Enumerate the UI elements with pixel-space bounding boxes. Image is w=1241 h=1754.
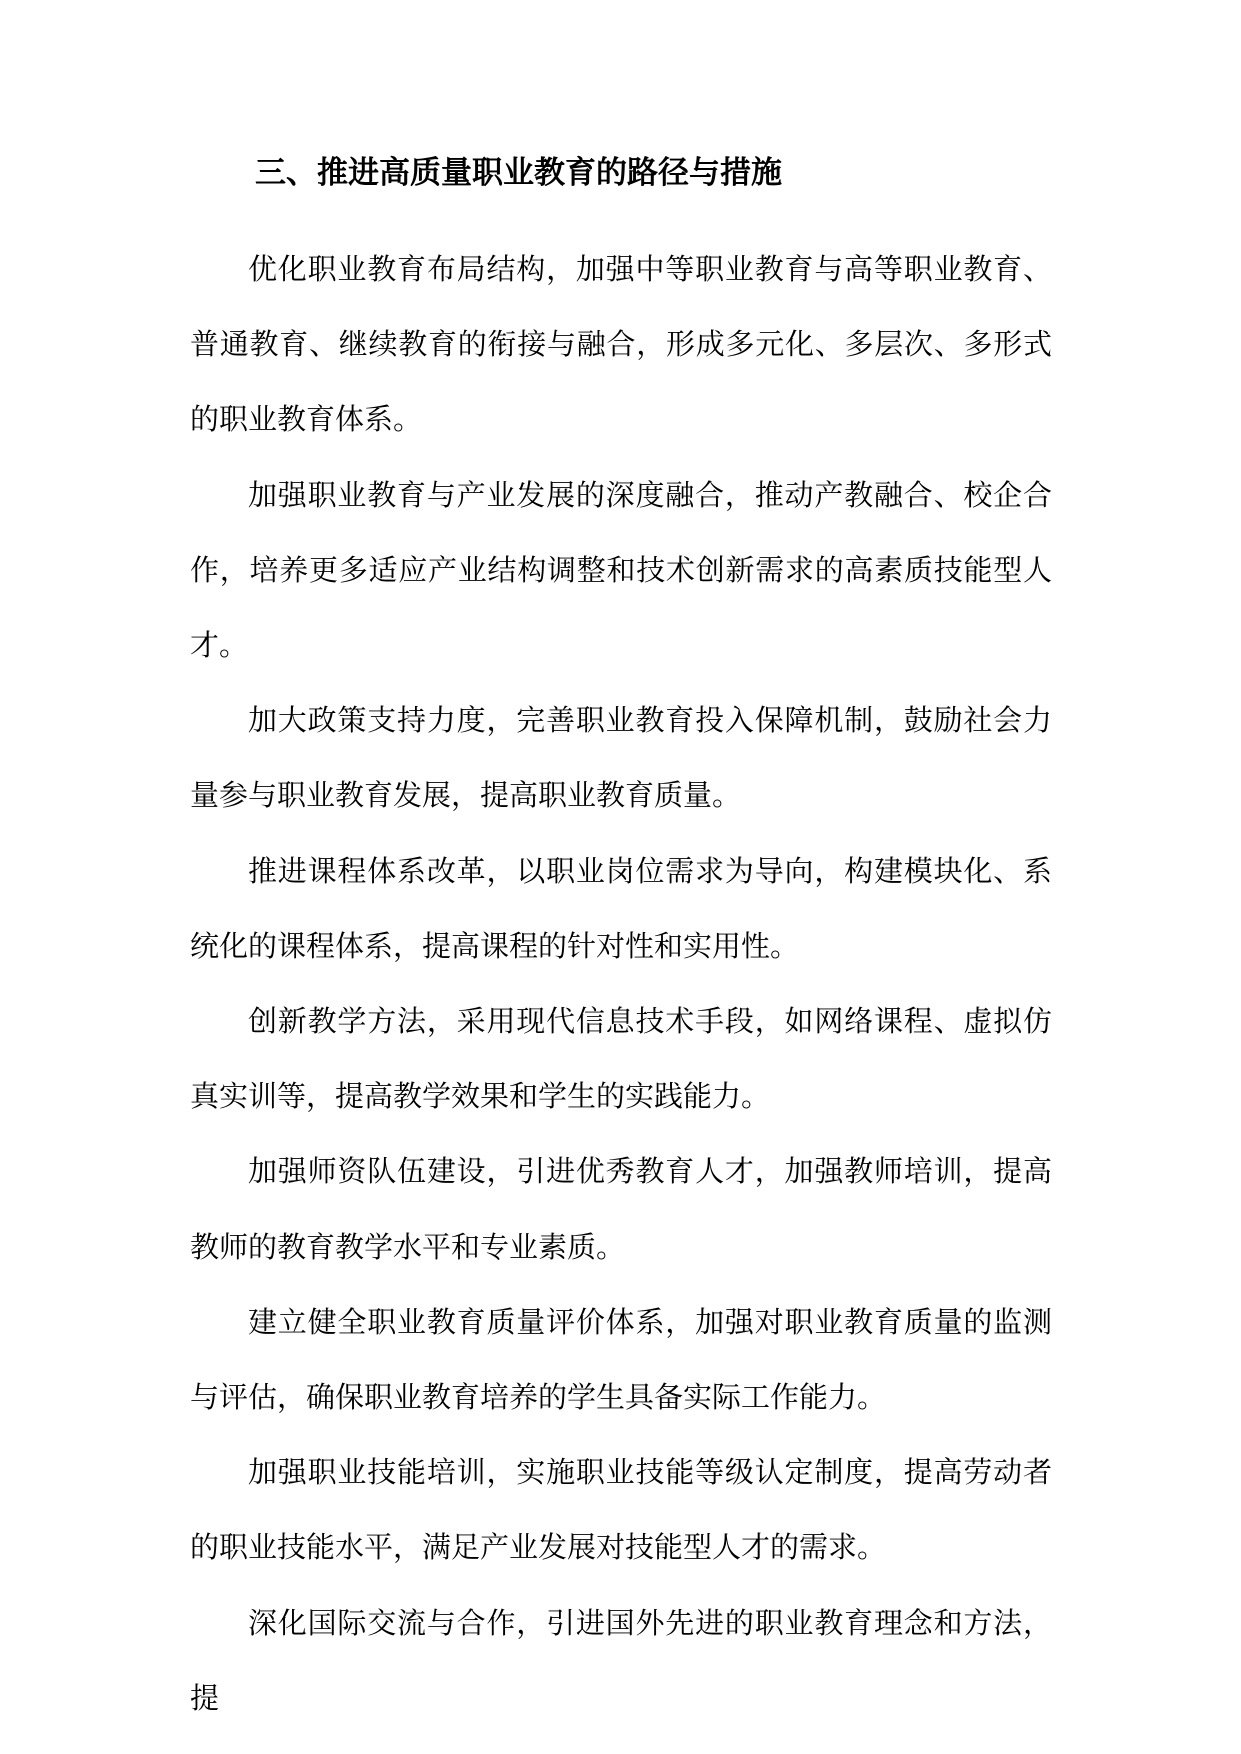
- paragraph: 建立健全职业教育质量评价体系，加强对职业教育质量的监测与评估，确保职业教育培养的学生具备实际工作能力。: [190, 1304, 1052, 1415]
- paragraph: 推进课程体系改革，以职业岗位需求为导向，构建模块化、系统化的课程体系，提高课程的针对性和实用性。: [190, 853, 1052, 963]
- paragraph: 优化职业教育布局结构，加强中等职业教育与高等职业教育、普通教育、继续教育的衔接与融合，形成多元化、多层次、多形式的职业教育体系。: [190, 252, 1052, 437]
- paragraph: 加大政策支持力度，完善职业教育投入保障机制，鼓励社会力量参与职业教育发展，提高职业教育质量。: [190, 703, 1052, 813]
- paragraph: 加强职业教育与产业发展的深度融合，推动产教融合、校企合作，培养更多适应产业结构调整和技术创新需求的高素质技能型人才。: [190, 477, 1052, 663]
- paragraph: 深化国际交流与合作，引进国外先进的职业教育理念和方法，提: [190, 1605, 1052, 1715]
- section-heading: 三、推进高质量职业教育的路径与措施: [255, 155, 782, 191]
- paragraph: 创新教学方法，采用现代信息技术手段，如网络课程、虚拟仿真实训等，提高教学效果和学生的实践能力。: [190, 1004, 1052, 1114]
- paragraph: 加强师资队伍建设，引进优秀教育人才，加强教师培训，提高教师的教育教学水平和专业素质。: [190, 1154, 1052, 1264]
- paragraph: 加强职业技能培训，实施职业技能等级认定制度，提高劳动者的职业技能水平，满足产业发展对技能型人才的需求。: [190, 1455, 1052, 1565]
- body-text: [190, 232, 1052, 1736]
